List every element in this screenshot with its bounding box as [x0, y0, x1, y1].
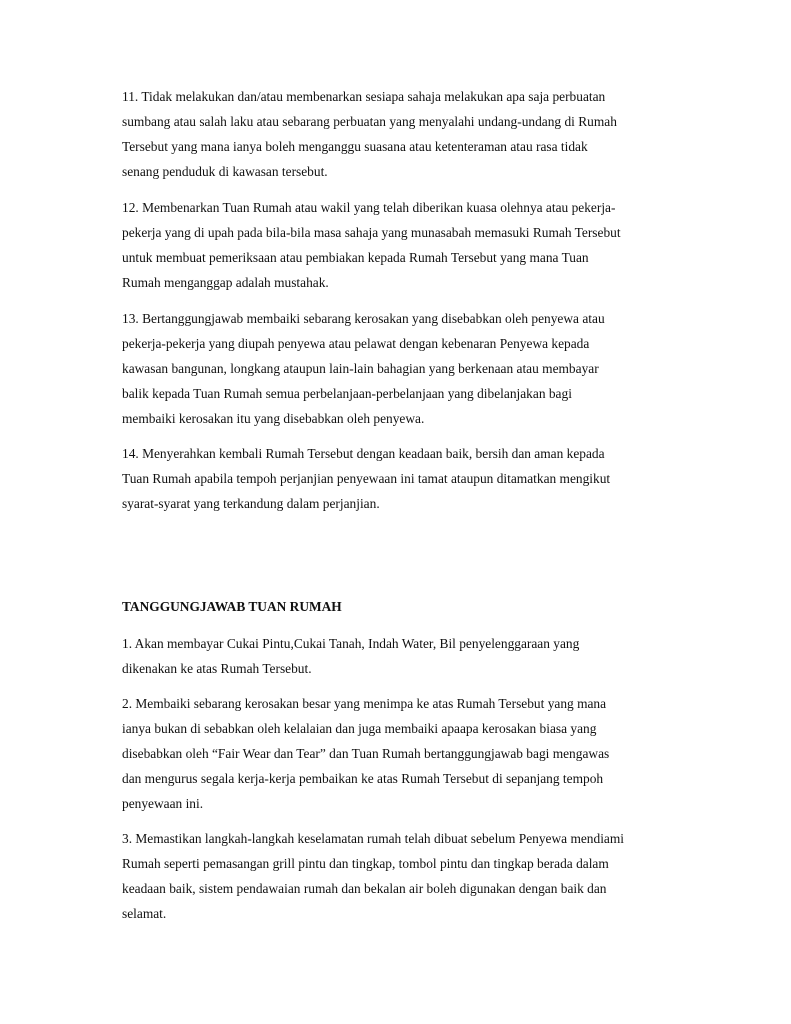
clause-line: penyewaan ini.	[122, 796, 204, 811]
landlord-clause-1	[122, 631, 670, 681]
clause-line: 14. Menyerahkan kembali Rumah Tersebut dengan keadaan baik, bersih dan aman kepada	[122, 446, 605, 461]
landlord-clause-3	[122, 826, 670, 926]
clause-line: 12. Membenarkan Tuan Rumah atau wakil yang telah diberikan kuasa olehnya atau pekerja-	[122, 200, 616, 215]
clause-line: syarat-syarat yang terkandung dalam perjanjian.	[122, 496, 380, 511]
tenant-clause-13	[122, 306, 670, 431]
clause-line: senang penduduk di kawasan tersebut.	[122, 164, 328, 179]
clause-line: membaiki kerosakan itu yang disebabkan oleh penyewa.	[122, 411, 425, 426]
clause-line: 13. Bertanggungjawab membaiki sebarang kerosakan yang disebabkan oleh penyewa atau	[122, 311, 605, 326]
clause-line: 1. Akan membayar Cukai Pintu,Cukai Tanah, Indah Water, Bil penyelenggaraan yang	[122, 636, 580, 651]
clause-line: dan mengurus segala kerja-kerja pembaikan ke atas Rumah Tersebut di sepanjang tempoh	[122, 771, 604, 786]
clause-line: 3. Memastikan langkah-langkah keselamatan rumah telah dibuat sebelum Penyewa mendiami	[122, 831, 624, 846]
clause-line: keadaan baik, sistem pendawaian rumah dan bekalan air boleh digunakan dengan baik dan	[122, 881, 607, 896]
clause-line: Tersebut yang mana ianya boleh menganggu suasana atau ketenteraman atau rasa tidak	[122, 139, 588, 154]
clause-line: ianya bukan di sebabkan oleh kelalaian dan juga membaiki apaapa kerosakan biasa yang	[122, 721, 597, 736]
clause-line: 11. Tidak melakukan dan/atau membenarkan sesiapa sahaja melakukan apa saja perbuatan	[122, 89, 606, 104]
clause-line: selamat.	[122, 906, 167, 921]
tenant-clause-14	[122, 441, 670, 516]
clause-line: dikenakan ke atas Rumah Tersebut.	[122, 661, 312, 676]
clause-line: balik kepada Tuan Rumah semua perbelanjaan-perbelanjaan yang dibelanjakan bagi	[122, 386, 572, 401]
clause-line: Tuan Rumah apabila tempoh perjanjian penyewaan ini tamat ataupun ditamatkan mengikut	[122, 471, 611, 486]
clause-line: pekerja-pekerja yang diupah penyewa atau pelawat dengan kebenaran Penyewa kepada	[122, 336, 590, 351]
clause-line: kawasan bangunan, longkang ataupun lain-lain bahagian yang berkenaan atau membayar	[122, 361, 599, 376]
section-heading: TANGGUNGJAWAB TUAN RUMAH	[122, 599, 342, 614]
landlord-clause-2	[122, 691, 670, 816]
clause-line: Rumah menganggap adalah mustahak.	[122, 275, 329, 290]
clause-line: pekerja yang di upah pada bila-bila masa sahaja yang munasabah memasuki Rumah Tersebut	[122, 225, 621, 240]
clause-line: Rumah seperti pemasangan grill pintu dan tingkap, tombol pintu dan tingkap berada dalam	[122, 856, 609, 871]
clause-line: 2. Membaiki sebarang kerosakan besar yang menimpa ke atas Rumah Tersebut yang mana	[122, 696, 607, 711]
tenant-clause-11	[122, 84, 670, 184]
clause-line: sumbang atau salah laku atau sebarang perbuatan yang menyalahi undang-undang di Rumah	[122, 114, 617, 129]
tenant-clause-12	[122, 195, 670, 295]
clause-line: untuk membuat pemeriksaan atau pembiakan kepada Rumah Tersebut yang mana Tuan	[122, 250, 589, 265]
clause-line: disebabkan oleh “Fair Wear dan Tear” dan Tuan Rumah bertanggungjawab bagi mengawas	[122, 746, 610, 761]
